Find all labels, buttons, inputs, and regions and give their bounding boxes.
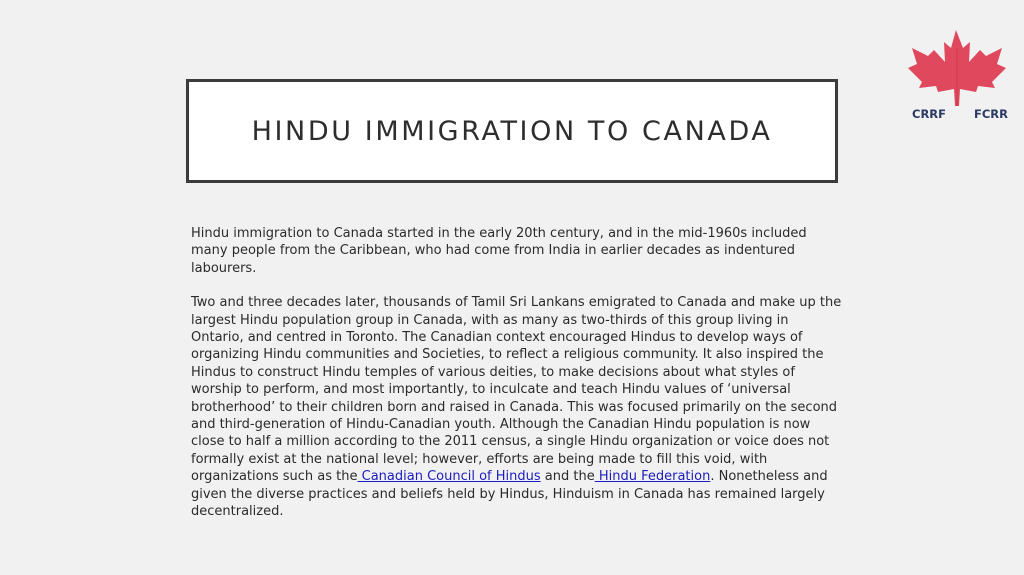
- slide-title: HINDU IMMIGRATION TO CANADA: [251, 115, 773, 147]
- paragraph-2: [191, 294, 843, 520]
- paragraph-2-text-a: Two and three decades later, thousands of Tamil Sri Lankans emigrated to Canada and make up the largest Hindu population group in Canada, with as many as two-thirds of this group living in Ontario, and centred in Toronto. The Canadian context encouraged Hindus to develop ways of organizing Hindu communities and Societies, to reflect a religious community. It also inspired the Hindus to construct Hindu temples of various deities, to make decisions about what styles of worship to perform, and most importantly, to inculcate and teach Hindu values of ‘universal brotherhood’ to their children born and raised in Canada. This was focused primarily on the second and third-generation of Hindu-Canadian youth. Although the Canadian Hindu population is now close to half a million according to the 2011 census, a single Hindu organization or voice does not formally exist at the national level; however, efforts are being made to fill this void, with organizations such as the: [191, 295, 842, 485]
- body-text: [191, 225, 843, 521]
- logo-text-fcrr: FCRR: [973, 107, 1008, 121]
- title-box: [186, 79, 838, 183]
- paragraph-2-text-b: and the: [540, 469, 595, 485]
- crrf-logo: [906, 28, 1010, 124]
- logo-text: [912, 107, 1008, 121]
- link-canadian-council-of-hindus[interactable]: Canadian Council of Hindus: [357, 469, 541, 485]
- paragraph-1: Hindu immigration to Canada started in the early 20th century, and in the mid-1960s included many people from the Caribbean, who had come from India in earlier decades as indentured labourers.: [191, 226, 807, 276]
- link-hindu-federation[interactable]: Hindu Federation: [594, 469, 711, 485]
- maple-leaf-icon: [906, 28, 1010, 112]
- logo-text-crrf: CRRF: [912, 107, 947, 121]
- paragraph-2-text-c: . Nonetheless and given the diverse practices and beliefs held by Hindus, Hinduism in Canada has remained largely decentralized.: [191, 469, 828, 520]
